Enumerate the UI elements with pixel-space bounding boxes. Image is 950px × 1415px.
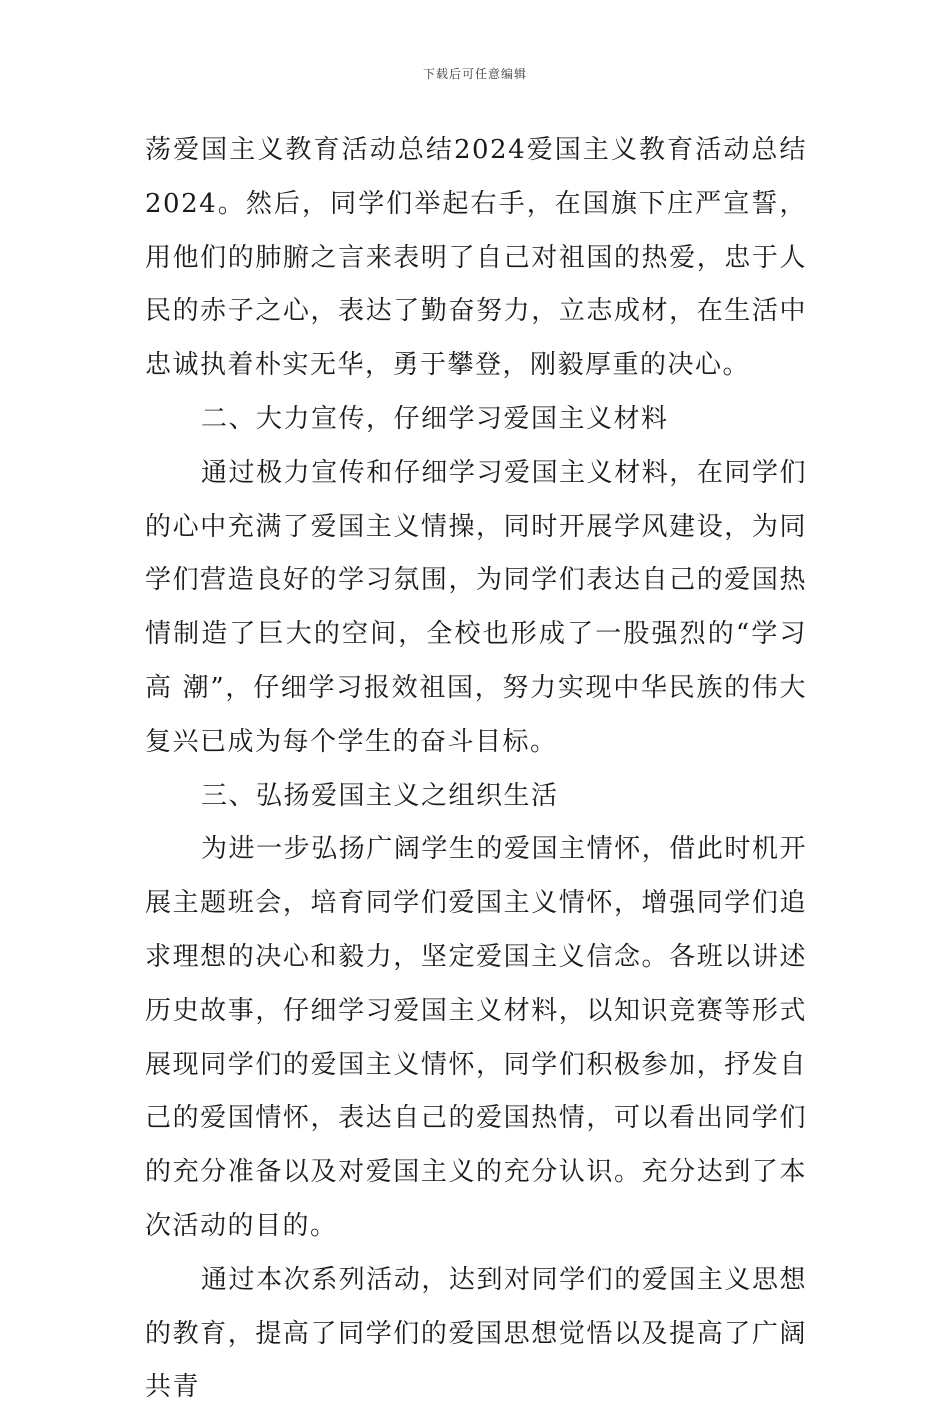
paragraph-conclusion: 通过本次系列活动，达到对同学们的爱国主义思想的教育，提高了同学们的爱国思想觉悟以及提高了广阔共青 xyxy=(145,1264,807,1403)
document-body xyxy=(145,124,807,1415)
paragraph-continuation: 荡爱国主义教育活动总结2024爱国主义教育活动总结2024。然后，同学们举起右手，在国旗下庄严宣誓，用他们的肺腑之言来表明了自己对祖国的热爱，忠于人民的赤子之心，表达了勤奋努力，立志成材，在生活中忠诚执着朴实无华，勇于攀登，刚毅厚重的决心。 xyxy=(145,135,807,381)
section-heading-3: 三、弘扬爱国主义之组织生活 xyxy=(201,780,559,811)
page-header-note: 下载后可任意编辑 xyxy=(422,67,527,81)
paragraph-class-meetings: 为进一步弘扬广阔学生的爱国主情怀，借此时机开展主题班会，培育同学们爱国主义情怀，增强同学们追求理想的决心和毅力，坚定爱国主义信念。各班以讲述历史故事，仔细学习爱国主义材料，以知识竞赛等形式展现同学们的爱国主义情怀，同学们积极参加，抒发自己的爱国情怀，表达自己的爱国热情，可以看出同学们的充分准备以及对爱国主义的充分认识。充分达到了本次活动的目的。 xyxy=(145,834,807,1241)
section-heading-2: 二、大力宣传，仔细学习爱国主义材料 xyxy=(201,403,669,434)
paragraph-study-materials: 通过极力宣传和仔细学习爱国主义材料，在同学们的心中充满了爱国主义情操，同时开展学风建设，为同学们营造良好的学习氛围，为同学们表达自己的爱国热情制造了巨大的空间，全校也形成了一股强烈的“学习高 潮”，仔细学习报效祖国，努力实现中华民族的伟大复兴已成为每个学生的奋斗目标。 xyxy=(145,457,807,757)
